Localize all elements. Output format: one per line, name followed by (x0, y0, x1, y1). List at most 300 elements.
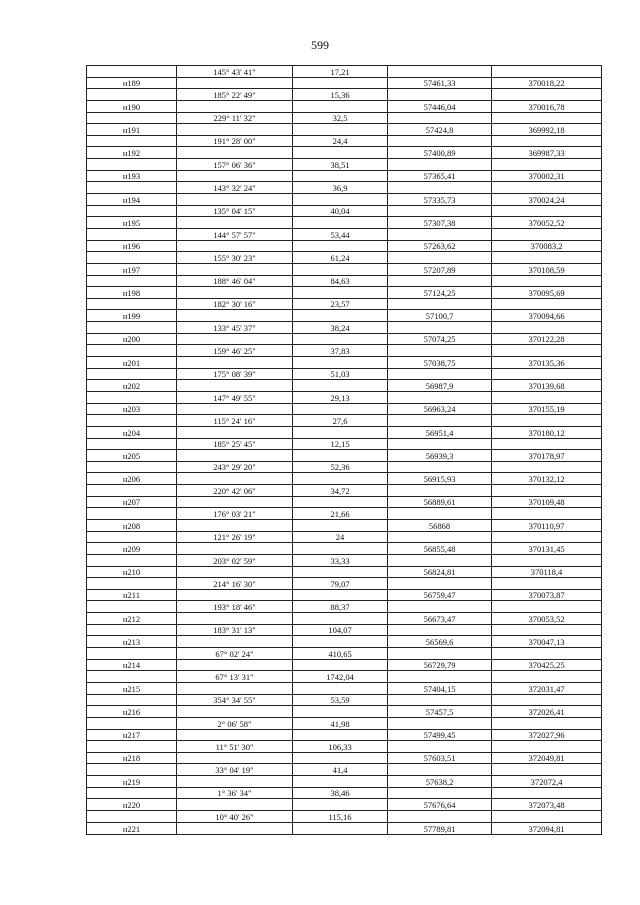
bearing-cell (177, 543, 293, 555)
distance-cell: 41,4 (293, 764, 388, 776)
table-row (87, 811, 602, 823)
point-cell (87, 415, 177, 427)
bearing-cell (177, 473, 293, 485)
table-row (87, 601, 602, 613)
distance-cell: 27,6 (293, 415, 388, 427)
bearing-cell (177, 659, 293, 671)
x-coordinate-cell (388, 811, 492, 823)
distance-cell: 410,65 (293, 648, 388, 660)
point-cell (87, 252, 177, 264)
table-row (87, 322, 602, 334)
bearing-cell (177, 170, 293, 182)
bearing-cell (177, 729, 293, 741)
table-row (87, 135, 602, 147)
coordinates-table (86, 65, 602, 835)
point-cell: н214 (87, 659, 177, 671)
point-cell (87, 438, 177, 450)
distance-cell (293, 729, 388, 741)
point-cell (87, 648, 177, 660)
bearing-cell: 176° 03' 21" (177, 508, 293, 520)
bearing-cell (177, 310, 293, 322)
point-cell: н196 (87, 240, 177, 252)
point-cell (87, 624, 177, 636)
distance-cell: 38,51 (293, 159, 388, 171)
y-coordinate-cell (492, 508, 602, 520)
distance-cell: 104,07 (293, 624, 388, 636)
x-coordinate-cell: 57424,8 (388, 124, 492, 136)
bearing-cell (177, 357, 293, 369)
bearing-cell: 144° 57' 57" (177, 228, 293, 240)
point-cell: н205 (87, 450, 177, 462)
table-row (87, 624, 602, 636)
bearing-cell (177, 799, 293, 811)
point-cell: н212 (87, 613, 177, 625)
distance-cell (293, 124, 388, 136)
x-coordinate-cell (388, 182, 492, 194)
distance-cell (293, 543, 388, 555)
x-coordinate-cell: 57074,25 (388, 333, 492, 345)
distance-cell (293, 100, 388, 112)
distance-cell (293, 287, 388, 299)
distance-cell: 24 (293, 531, 388, 543)
table-row (87, 77, 602, 89)
x-coordinate-cell (388, 345, 492, 357)
point-cell: н211 (87, 589, 177, 601)
table-row (87, 415, 602, 427)
y-coordinate-cell: 370002,31 (492, 170, 602, 182)
x-coordinate-cell: 56987,9 (388, 380, 492, 392)
y-coordinate-cell (492, 671, 602, 683)
x-coordinate-cell (388, 275, 492, 287)
table-row (87, 275, 602, 287)
distance-cell (293, 217, 388, 229)
y-coordinate-cell (492, 578, 602, 590)
table-row (87, 228, 602, 240)
bearing-cell: 33° 04' 19" (177, 764, 293, 776)
table-row (87, 217, 602, 229)
distance-cell: 29,13 (293, 391, 388, 403)
table-row (87, 787, 602, 799)
x-coordinate-cell (388, 601, 492, 613)
point-cell (87, 485, 177, 497)
table-row (87, 252, 602, 264)
point-cell: н204 (87, 426, 177, 438)
y-coordinate-cell (492, 322, 602, 334)
x-coordinate-cell: 56939,3 (388, 450, 492, 462)
table-row (87, 426, 602, 438)
point-cell: н220 (87, 799, 177, 811)
table-row (87, 485, 602, 497)
y-coordinate-cell: 370178,97 (492, 450, 602, 462)
bearing-cell: 182° 30' 16" (177, 298, 293, 310)
x-coordinate-cell (388, 438, 492, 450)
bearing-cell: 214° 16' 30" (177, 578, 293, 590)
x-coordinate-cell (388, 554, 492, 566)
distance-cell: 41,98 (293, 717, 388, 729)
x-coordinate-cell: 57100,7 (388, 310, 492, 322)
x-coordinate-cell: 57404,15 (388, 682, 492, 694)
point-cell: н189 (87, 77, 177, 89)
table-row (87, 450, 602, 462)
distance-cell (293, 147, 388, 159)
y-coordinate-cell: 370047,13 (492, 636, 602, 648)
table-row (87, 112, 602, 124)
distance-cell (293, 240, 388, 252)
point-cell (87, 112, 177, 124)
x-coordinate-cell (388, 159, 492, 171)
table-row (87, 752, 602, 764)
y-coordinate-cell: 370083,2 (492, 240, 602, 252)
bearing-cell: 10° 40' 26" (177, 811, 293, 823)
y-coordinate-cell: 372072,4 (492, 776, 602, 788)
x-coordinate-cell (388, 741, 492, 753)
distance-cell: 17,21 (293, 66, 388, 78)
distance-cell (293, 682, 388, 694)
table-row (87, 298, 602, 310)
distance-cell: 40,04 (293, 205, 388, 217)
bearing-cell (177, 100, 293, 112)
y-coordinate-cell: 370016,78 (492, 100, 602, 112)
point-cell: н195 (87, 217, 177, 229)
x-coordinate-cell (388, 322, 492, 334)
bearing-cell (177, 519, 293, 531)
page-number: 599 (311, 38, 329, 52)
point-cell (87, 391, 177, 403)
x-coordinate-cell: 56951,4 (388, 426, 492, 438)
distance-cell (293, 636, 388, 648)
bearing-cell (177, 450, 293, 462)
distance-cell (293, 589, 388, 601)
y-coordinate-cell (492, 717, 602, 729)
y-coordinate-cell (492, 531, 602, 543)
bearing-cell (177, 147, 293, 159)
x-coordinate-cell: 57307,38 (388, 217, 492, 229)
distance-cell (293, 706, 388, 718)
point-cell (87, 228, 177, 240)
bearing-cell: 243° 29' 20" (177, 461, 293, 473)
y-coordinate-cell (492, 811, 602, 823)
x-coordinate-cell (388, 717, 492, 729)
point-cell (87, 531, 177, 543)
point-cell: н190 (87, 100, 177, 112)
bearing-cell (177, 682, 293, 694)
point-cell: н200 (87, 333, 177, 345)
y-coordinate-cell (492, 741, 602, 753)
table-row (87, 613, 602, 625)
distance-cell (293, 776, 388, 788)
bearing-cell: 11° 51' 30" (177, 741, 293, 753)
point-cell: н198 (87, 287, 177, 299)
x-coordinate-cell: 56963,24 (388, 403, 492, 415)
bearing-cell (177, 822, 293, 834)
table-row (87, 508, 602, 520)
y-coordinate-cell (492, 252, 602, 264)
table-row (87, 100, 602, 112)
point-cell: н194 (87, 194, 177, 206)
distance-cell (293, 333, 388, 345)
distance-cell: 51,03 (293, 368, 388, 380)
distance-cell: 53,44 (293, 228, 388, 240)
distance-cell (293, 799, 388, 811)
x-coordinate-cell: 57446,04 (388, 100, 492, 112)
y-coordinate-cell (492, 205, 602, 217)
y-coordinate-cell (492, 694, 602, 706)
distance-cell (293, 380, 388, 392)
table-row (87, 764, 602, 776)
distance-cell: 106,33 (293, 741, 388, 753)
bearing-cell (177, 124, 293, 136)
bearing-cell: 185° 22' 49" (177, 89, 293, 101)
point-cell (87, 368, 177, 380)
table-row (87, 589, 602, 601)
bearing-cell: 191° 28' 00" (177, 135, 293, 147)
y-coordinate-cell: 372073,48 (492, 799, 602, 811)
y-coordinate-cell (492, 461, 602, 473)
bearing-cell: 147° 49' 55" (177, 391, 293, 403)
y-coordinate-cell (492, 112, 602, 124)
y-coordinate-cell (492, 554, 602, 566)
table-row (87, 636, 602, 648)
x-coordinate-cell (388, 298, 492, 310)
x-coordinate-cell (388, 228, 492, 240)
table-row (87, 170, 602, 182)
point-cell: н201 (87, 357, 177, 369)
point-cell (87, 322, 177, 334)
y-coordinate-cell (492, 89, 602, 101)
table-row (87, 473, 602, 485)
point-cell: н208 (87, 519, 177, 531)
x-coordinate-cell: 57400,89 (388, 147, 492, 159)
y-coordinate-cell: 370024,24 (492, 194, 602, 206)
point-cell (87, 741, 177, 753)
distance-cell (293, 519, 388, 531)
distance-cell: 33,33 (293, 554, 388, 566)
bearing-cell: 188° 46' 04" (177, 275, 293, 287)
distance-cell (293, 566, 388, 578)
point-cell (87, 671, 177, 683)
distance-cell (293, 310, 388, 322)
x-coordinate-cell: 57335,73 (388, 194, 492, 206)
point-cell: н209 (87, 543, 177, 555)
table-row (87, 729, 602, 741)
x-coordinate-cell (388, 764, 492, 776)
table-row (87, 182, 602, 194)
y-coordinate-cell: 370135,36 (492, 357, 602, 369)
distance-cell: 36,9 (293, 182, 388, 194)
distance-cell (293, 473, 388, 485)
point-cell (87, 135, 177, 147)
x-coordinate-cell: 57124,25 (388, 287, 492, 299)
distance-cell (293, 822, 388, 834)
distance-cell: 32,5 (293, 112, 388, 124)
y-coordinate-cell (492, 764, 602, 776)
y-coordinate-cell (492, 485, 602, 497)
x-coordinate-cell (388, 485, 492, 497)
table-row (87, 776, 602, 788)
bearing-cell (177, 566, 293, 578)
x-coordinate-cell: 56824,81 (388, 566, 492, 578)
distance-cell: 15,36 (293, 89, 388, 101)
distance-cell (293, 77, 388, 89)
table-row (87, 706, 602, 718)
bearing-cell: 354° 34' 55" (177, 694, 293, 706)
x-coordinate-cell: 56889,61 (388, 496, 492, 508)
x-coordinate-cell: 57676,64 (388, 799, 492, 811)
x-coordinate-cell (388, 671, 492, 683)
bearing-cell: 183° 31' 13" (177, 624, 293, 636)
y-coordinate-cell: 370139,68 (492, 380, 602, 392)
bearing-cell: 121° 26' 19" (177, 531, 293, 543)
distance-cell (293, 357, 388, 369)
table-row (87, 194, 602, 206)
table-row (87, 438, 602, 450)
table-row (87, 659, 602, 671)
bearing-cell: 2° 06' 58" (177, 717, 293, 729)
bearing-cell (177, 263, 293, 275)
bearing-cell (177, 426, 293, 438)
table-row (87, 333, 602, 345)
x-coordinate-cell: 57638,2 (388, 776, 492, 788)
y-coordinate-cell: 370095,69 (492, 287, 602, 299)
x-coordinate-cell (388, 624, 492, 636)
table-row (87, 240, 602, 252)
y-coordinate-cell: 370073,87 (492, 589, 602, 601)
point-cell: н193 (87, 170, 177, 182)
point-cell (87, 298, 177, 310)
distance-cell (293, 496, 388, 508)
bearing-cell (177, 496, 293, 508)
distance-cell: 88,37 (293, 601, 388, 613)
y-coordinate-cell: 370108,59 (492, 263, 602, 275)
bearing-cell: 155° 30' 23" (177, 252, 293, 264)
distance-cell: 61,24 (293, 252, 388, 264)
distance-cell: 1742,04 (293, 671, 388, 683)
y-coordinate-cell (492, 159, 602, 171)
distance-cell: 38,24 (293, 322, 388, 334)
x-coordinate-cell: 56915,93 (388, 473, 492, 485)
x-coordinate-cell: 56673,47 (388, 613, 492, 625)
x-coordinate-cell (388, 368, 492, 380)
point-cell (87, 578, 177, 590)
y-coordinate-cell: 370131,45 (492, 543, 602, 555)
y-coordinate-cell (492, 787, 602, 799)
bearing-cell (177, 776, 293, 788)
point-cell: н219 (87, 776, 177, 788)
distance-cell: 24,4 (293, 135, 388, 147)
table-row (87, 66, 602, 78)
distance-cell: 52,36 (293, 461, 388, 473)
bearing-cell (177, 403, 293, 415)
x-coordinate-cell (388, 531, 492, 543)
y-coordinate-cell: 370110,97 (492, 519, 602, 531)
bearing-cell: 220° 42' 06" (177, 485, 293, 497)
table-row (87, 799, 602, 811)
bearing-cell: 145° 43' 41" (177, 66, 293, 78)
y-coordinate-cell (492, 135, 602, 147)
distance-cell (293, 450, 388, 462)
x-coordinate-cell: 57499,45 (388, 729, 492, 741)
table-row (87, 496, 602, 508)
point-cell (87, 764, 177, 776)
point-cell: н207 (87, 496, 177, 508)
table-row (87, 543, 602, 555)
table-row (87, 648, 602, 660)
y-coordinate-cell (492, 601, 602, 613)
bearing-cell: 157° 06' 36" (177, 159, 293, 171)
bearing-cell: 67° 13' 31" (177, 671, 293, 683)
y-coordinate-cell: 369987,33 (492, 147, 602, 159)
bearing-cell: 133° 45' 37" (177, 322, 293, 334)
x-coordinate-cell: 57457,5 (388, 706, 492, 718)
x-coordinate-cell: 57461,33 (388, 77, 492, 89)
bearing-cell: 229° 11' 32" (177, 112, 293, 124)
bearing-cell: 115° 24' 16" (177, 415, 293, 427)
distance-cell (293, 752, 388, 764)
point-cell: н191 (87, 124, 177, 136)
table-row (87, 357, 602, 369)
x-coordinate-cell (388, 112, 492, 124)
point-cell: н216 (87, 706, 177, 718)
point-cell: н197 (87, 263, 177, 275)
bearing-cell (177, 706, 293, 718)
bearing-cell (177, 240, 293, 252)
table-row (87, 345, 602, 357)
distance-cell: 12,15 (293, 438, 388, 450)
table-row (87, 531, 602, 543)
x-coordinate-cell (388, 787, 492, 799)
point-cell: н203 (87, 403, 177, 415)
y-coordinate-cell: 370053,52 (492, 613, 602, 625)
y-coordinate-cell (492, 182, 602, 194)
point-cell (87, 694, 177, 706)
table-row (87, 124, 602, 136)
x-coordinate-cell (388, 66, 492, 78)
distance-cell: 38,46 (293, 787, 388, 799)
x-coordinate-cell: 57365,41 (388, 170, 492, 182)
y-coordinate-cell: 369992,18 (492, 124, 602, 136)
bearing-cell: 159° 46' 25" (177, 345, 293, 357)
point-cell: н221 (87, 822, 177, 834)
table-row (87, 519, 602, 531)
bearing-cell: 193° 18' 46" (177, 601, 293, 613)
point-cell: н215 (87, 682, 177, 694)
distance-cell: 37,83 (293, 345, 388, 357)
bearing-cell: 185° 25' 45" (177, 438, 293, 450)
bearing-cell (177, 636, 293, 648)
x-coordinate-cell: 56855,48 (388, 543, 492, 555)
x-coordinate-cell (388, 391, 492, 403)
point-cell (87, 717, 177, 729)
x-coordinate-cell (388, 648, 492, 660)
y-coordinate-cell (492, 391, 602, 403)
point-cell: н218 (87, 752, 177, 764)
distance-cell (293, 170, 388, 182)
x-coordinate-cell: 57207,89 (388, 263, 492, 275)
table-row (87, 578, 602, 590)
x-coordinate-cell: 57263,62 (388, 240, 492, 252)
y-coordinate-cell (492, 66, 602, 78)
y-coordinate-cell: 370155,19 (492, 403, 602, 415)
bearing-cell (177, 589, 293, 601)
table-row (87, 380, 602, 392)
x-coordinate-cell (388, 508, 492, 520)
distance-cell: 84,63 (293, 275, 388, 287)
table-row (87, 205, 602, 217)
point-cell (87, 159, 177, 171)
x-coordinate-cell (388, 694, 492, 706)
x-coordinate-cell: 57038,75 (388, 357, 492, 369)
table-row (87, 822, 602, 834)
